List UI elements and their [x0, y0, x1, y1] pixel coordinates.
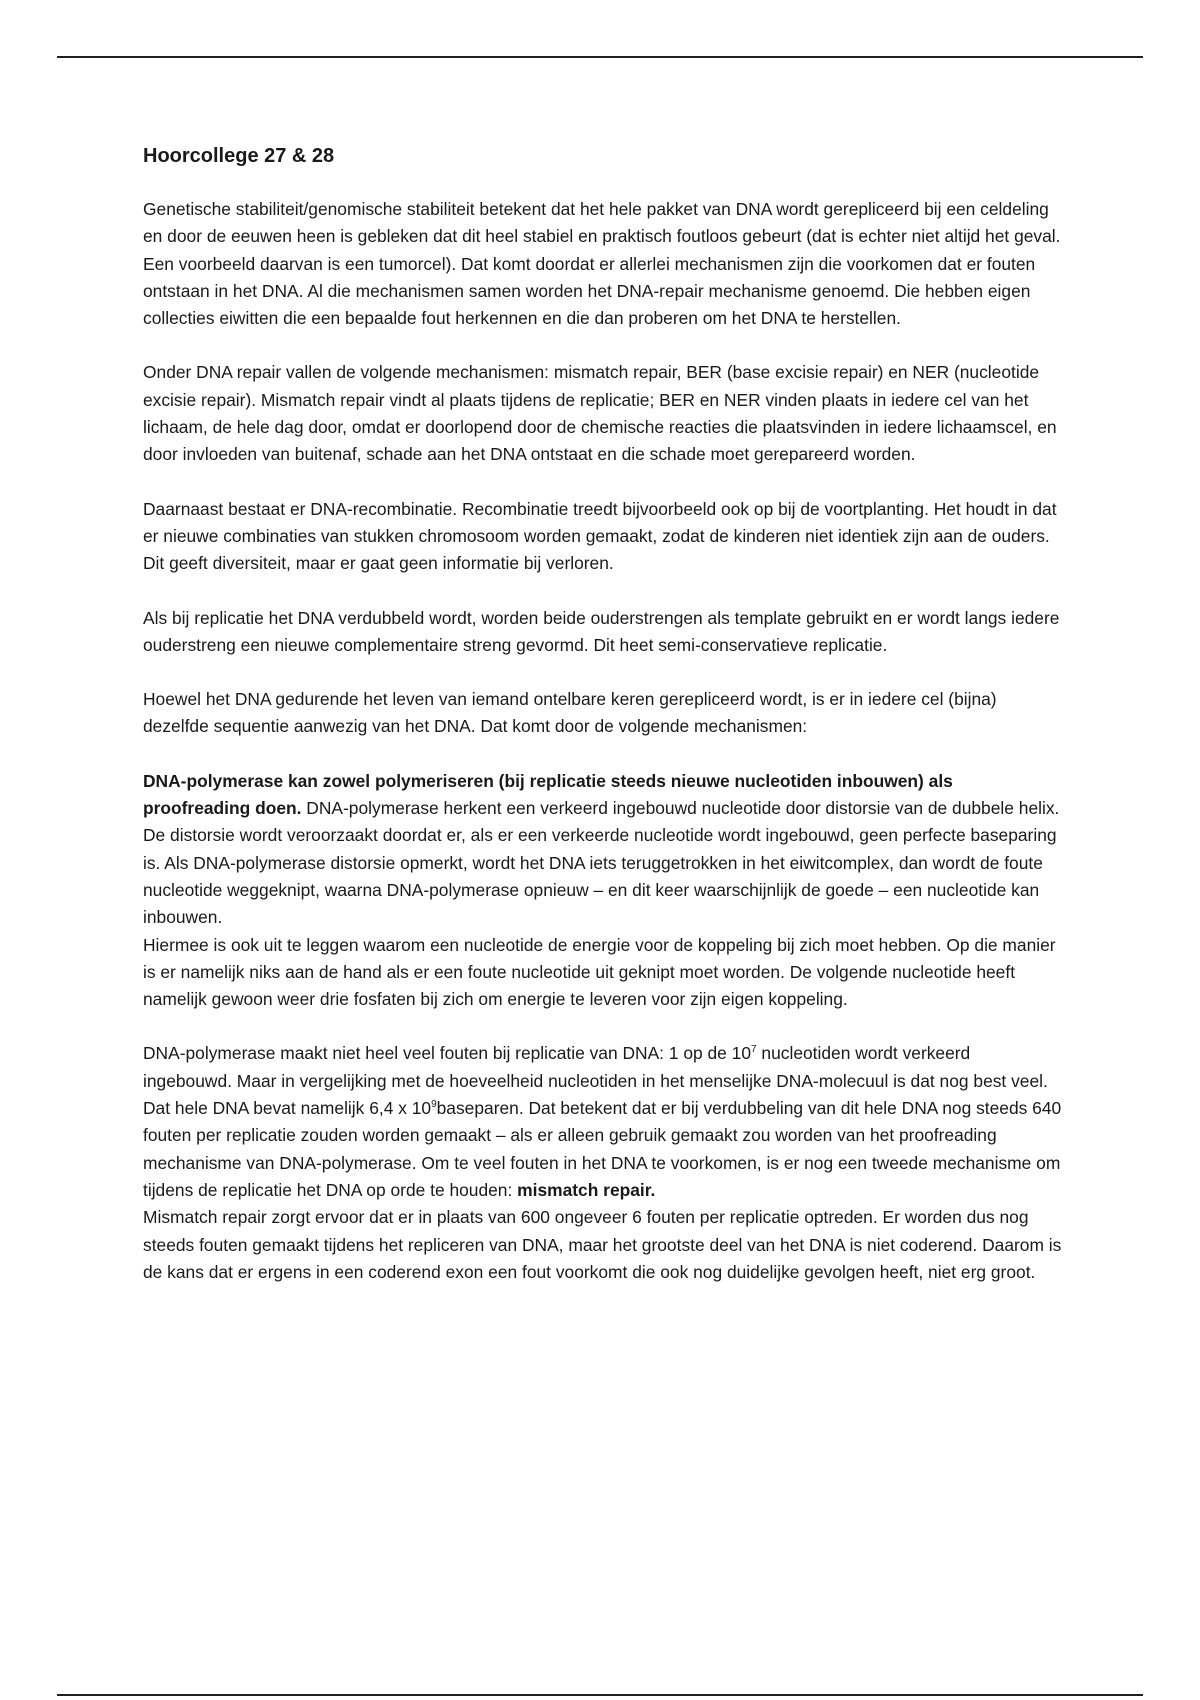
- mismatch-repair-bold: mismatch repair.: [517, 1179, 656, 1200]
- paragraph-mismatch-repair: Mismatch repair zorgt ervoor dat er in plaats van 600 ongeveer 6 fouten per replicatie optreden. Er worden dus nog steeds fouten gemaakt tijdens het repliceren van DNA, maar het grootste deel van het DNA is niet coderend. Daarom is de kans dat er ergens in een coderend exon een fout voorkomt die ook nog duidelijke gevolgen heeft, niet erg groot.: [143, 1207, 1062, 1282]
- exponent-seven: 7: [751, 1044, 757, 1056]
- top-rule: [57, 56, 1143, 58]
- error-rate-text-3: baseparen. Dat betekent dat er bij verdubbeling van dit hele DNA nog steeds 640 fouten per replicatie zouden worden gemaakt – als er alleen gebruik gemaakt zou worden van het proofreading mechanisme van DNA-polymerase. Om te veel fouten in het DNA te voorkomen, is er nog een tweede mechanisme om tijdens de replicatie het DNA op orde te houden:: [143, 1098, 1062, 1200]
- error-rate-text-1: DNA-polymerase maakt niet heel veel fouten bij replicatie van DNA: 1 op de 10: [143, 1043, 752, 1064]
- paragraph-recombination: Daarnaast bestaat er DNA-recombinatie. Recombinatie treedt bijvoorbeeld ook op bij de voortplanting. Het houdt in dat er nieuwe combinaties van stukken chromosoom worden gemaakt, zodat de kinderen niet identiek zijn aan de ouders. Dit geeft diversiteit, maar er gaat geen informatie bij verloren.: [143, 498, 1057, 574]
- paragraph-error-rate: [143, 1040, 1063, 1204]
- page-title: Hoorcollege 27 & 28: [143, 145, 335, 167]
- error-rate-text-2: nucleotiden wordt verkeerd ingebouwd. Maar in vergelijking met de hoeveelheid nucleotiden in het menselijke DNA-molecuul is dat nog best veel. Dat hele DNA bevat namelijk 6,4 x 10: [143, 1043, 1048, 1119]
- exponent-nine: 9: [431, 1099, 437, 1111]
- paragraph-genomic-stability: Genetische stabiliteit/genomische stabiliteit betekent dat het hele pakket van DNA wordt gerepliceerd bij een celdeling en door de eeuwen heen is gebleken dat dit heel stabiel en praktisch foutloos gebeurt (dat is echter niet altijd het geval. Een voorbeeld daarvan is een tumorcel). Dat komt doordat er allerlei mechanismen zijn die voorkomen dat er fouten ontstaan in het DNA. Al die mechanismen samen worden het DNA-repair mechanisme genoemd. Die hebben eigen collecties eiwitten die een bepaalde fout herkennen en die dan proberen om het DNA te herstellen.: [143, 199, 1061, 329]
- paragraph-proofreading: [143, 768, 1063, 932]
- paragraph-mechanisms-intro: Hoewel het DNA gedurende het leven van iemand ontelbare keren gerepliceerd wordt, is er in iedere cel (bijna) dezelfde sequentie aanwezig van het DNA. Dat komt door de volgende mechanismen:: [143, 689, 997, 737]
- proofreading-text: DNA-polymerase herkent een verkeerd ingebouwd nucleotide door distorsie van de dubbele helix. De distorsie wordt veroorzaakt doordat er, als er een verkeerde nucleotide wordt ingebouwd, geen perfecte baseparing is. Als DNA-polymerase distorsie opmerkt, wordt het DNA iets teruggetrokken in het eiwitcomplex, dan wordt de foute nucleotide weggeknipt, waarna DNA-polymerase opnieuw – en dit keer waarschijnlijk de goede – een nucleotide kan inbouwen.: [143, 798, 1060, 928]
- document-body: [143, 142, 1063, 1313]
- bottom-rule: [57, 1694, 1143, 1696]
- paragraph-dna-repair-mechanisms: Onder DNA repair vallen de volgende mechanismen: mismatch repair, BER (base excisie repair) en NER (nucleotide excisie repair). Mismatch repair vindt al plaats tijdens de replicatie; BER en NER vinden plaats in iedere cel van het lichaam, de hele dag door, omdat er doorlopend door de chemische reacties die plaatsvinden in iedere lichaamscel, en door invloeden van buitenaf, schade aan het DNA ontstaat en die schade moet gerepareerd worden.: [143, 362, 1057, 465]
- paragraph-proofreading-continued: Hiermee is ook uit te leggen waarom een nucleotide de energie voor de koppeling bij zich moet hebben. Op die manier is er namelijk niks aan de hand als er een foute nucleotide uit geknipt moet worden. De volgende nucleotide heeft namelijk gewoon weer drie fosfaten bij zich om energie te leveren voor zijn eigen koppeling.: [143, 934, 1056, 1010]
- proofreading-heading: DNA-polymerase kan zowel polymeriseren (bij replicatie steeds nieuwe nucleotiden inbouwen) als proofreading doen.: [143, 770, 953, 819]
- paragraph-semi-conservative-replication: Als bij replicatie het DNA verdubbeld wordt, worden beide ouderstrengen als template gebruikt en er wordt langs iedere ouderstreng een nieuwe complementaire streng gevormd. Dit heet semi-conservatieve replicatie.: [143, 607, 1060, 655]
